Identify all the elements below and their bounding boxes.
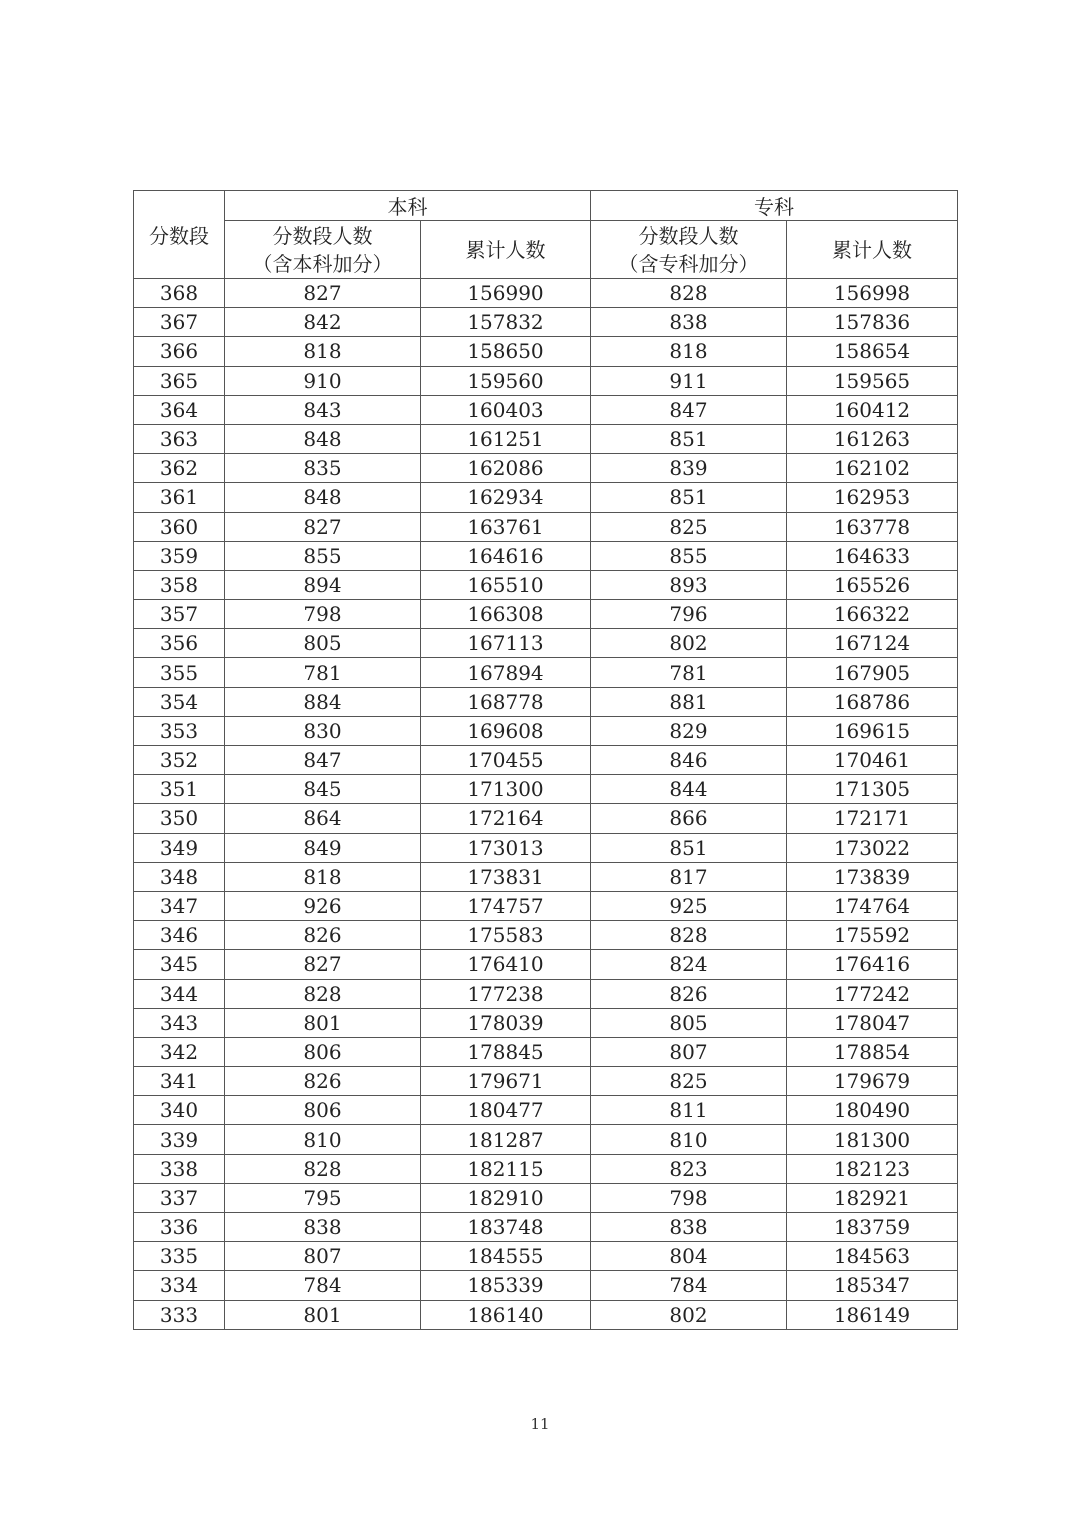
junior-count-cell: 798 [591,1183,787,1212]
junior-count-cell: 851 [591,833,787,862]
table-row [134,833,958,862]
undergrad-cumulative-cell: 158650 [421,337,591,366]
table-row [134,483,958,512]
undergrad-count-cell: 827 [225,512,421,541]
score-cell: 340 [134,1096,225,1125]
junior-cumulative-cell: 167124 [787,629,958,658]
undergrad-cumulative-cell: 171300 [421,775,591,804]
undergrad-count-cell: 798 [225,600,421,629]
undergrad-count-cell: 847 [225,746,421,775]
undergrad-count-cell: 807 [225,1242,421,1271]
junior-count-cell: 847 [591,395,787,424]
junior-count-cell: 805 [591,1008,787,1037]
undergrad-count-cell: 827 [225,950,421,979]
undergrad-cumulative-cell: 168778 [421,687,591,716]
junior-cumulative-cell: 164633 [787,541,958,570]
junior-count-cell: 844 [591,775,787,804]
junior-cumulative-cell: 178854 [787,1037,958,1066]
junior-cumulative-cell: 179679 [787,1067,958,1096]
score-cell: 358 [134,570,225,599]
score-cell: 360 [134,512,225,541]
undergrad-cumulative-cell: 161251 [421,424,591,453]
table-row [134,1271,958,1300]
junior-cumulative-cell: 169615 [787,716,958,745]
score-cell: 337 [134,1183,225,1212]
undergrad-count-cell: 805 [225,629,421,658]
undergrad-count-cell: 784 [225,1271,421,1300]
undergrad-cumulative-cell: 163761 [421,512,591,541]
score-cell: 357 [134,600,225,629]
undergrad-count-cell: 864 [225,804,421,833]
undergrad-cumulative-cell: 173831 [421,862,591,891]
junior-count-cell: 828 [591,921,787,950]
junior-count-cell: 839 [591,454,787,483]
table-row [134,1300,958,1329]
score-cell: 356 [134,629,225,658]
undergrad-count-cell: 801 [225,1300,421,1329]
score-cell: 336 [134,1213,225,1242]
junior-cumulative-cell: 166322 [787,600,958,629]
junior-cumulative-cell: 159565 [787,366,958,395]
score-cell: 343 [134,1008,225,1037]
junior-count-cell: 838 [591,308,787,337]
undergrad-count-cell: 810 [225,1125,421,1154]
score-cell: 333 [134,1300,225,1329]
junior-cumulative-cell: 173839 [787,862,958,891]
junior-count-header-line2: （含专科加分） [618,251,759,276]
table-row [134,921,958,950]
score-cell: 363 [134,424,225,453]
undergrad-cumulative-cell: 162086 [421,454,591,483]
table-row [134,337,958,366]
table-row [134,775,958,804]
undergrad-count-cell: 845 [225,775,421,804]
junior-cumulative-cell: 176416 [787,950,958,979]
score-cell: 345 [134,950,225,979]
undergrad-count-header [225,221,421,279]
table-row [134,541,958,570]
junior-cumulative-cell: 180490 [787,1096,958,1125]
undergrad-count-cell: 801 [225,1008,421,1037]
undergrad-group-header: 本科 [225,191,591,221]
junior-cumulative-cell: 168786 [787,687,958,716]
undergrad-count-cell: 818 [225,862,421,891]
header-row-groups [134,191,958,221]
score-cell: 362 [134,454,225,483]
junior-cumulative-cell: 161263 [787,424,958,453]
junior-count-cell: 851 [591,483,787,512]
junior-count-cell: 825 [591,1067,787,1096]
junior-cumulative-cell: 181300 [787,1125,958,1154]
score-cell: 346 [134,921,225,950]
junior-cumulative-cell: 183759 [787,1213,958,1242]
score-cell: 359 [134,541,225,570]
header-row-columns [134,221,958,279]
junior-count-header [591,221,787,279]
table-row [134,1213,958,1242]
junior-cumulative-cell: 174764 [787,891,958,920]
undergrad-cumulative-cell: 170455 [421,746,591,775]
table-row [134,804,958,833]
junior-cumulative-cell: 173022 [787,833,958,862]
junior-cumulative-cell: 175592 [787,921,958,950]
score-cell: 354 [134,687,225,716]
junior-cumulative-cell: 162953 [787,483,958,512]
table-row [134,1154,958,1183]
score-cell: 348 [134,862,225,891]
undergrad-cumulative-cell: 174757 [421,891,591,920]
junior-cumulative-cell: 182921 [787,1183,958,1212]
score-cell: 344 [134,979,225,1008]
table-row [134,454,958,483]
table-row [134,979,958,1008]
junior-count-cell: 781 [591,658,787,687]
table-row [134,395,958,424]
junior-cumulative-cell: 184563 [787,1242,958,1271]
junior-cumulative-cell: 177242 [787,979,958,1008]
undergrad-count-cell: 806 [225,1037,421,1066]
junior-count-cell: 829 [591,716,787,745]
score-cell: 339 [134,1125,225,1154]
table-row [134,366,958,395]
table-row [134,891,958,920]
undergrad-cumulative-cell: 177238 [421,979,591,1008]
junior-count-cell: 881 [591,687,787,716]
undergrad-count-cell: 826 [225,1067,421,1096]
undergrad-cumulative-cell: 162934 [421,483,591,512]
table-row [134,658,958,687]
junior-count-cell: 925 [591,891,787,920]
score-cell: 341 [134,1067,225,1096]
table-row [134,600,958,629]
undergrad-cumulative-cell: 183748 [421,1213,591,1242]
undergrad-cumulative-cell: 169608 [421,716,591,745]
junior-cumulative-cell: 186149 [787,1300,958,1329]
table-row [134,1125,958,1154]
junior-cumulative-cell: 178047 [787,1008,958,1037]
undergrad-count-cell: 910 [225,366,421,395]
undergrad-cumulative-cell: 165510 [421,570,591,599]
table-row [134,687,958,716]
undergrad-cumulative-cell: 178039 [421,1008,591,1037]
table-row [134,1096,958,1125]
table-row [134,950,958,979]
table-row [134,1037,958,1066]
junior-count-cell: 838 [591,1213,787,1242]
junior-count-cell: 804 [591,1242,787,1271]
undergrad-count-cell: 826 [225,921,421,950]
undergrad-count-header-line1: 分数段人数 [272,223,373,248]
table-row [134,570,958,599]
junior-cumulative-header: 累计人数 [787,221,958,279]
junior-count-cell: 818 [591,337,787,366]
junior-count-cell: 828 [591,279,787,308]
undergrad-count-cell: 855 [225,541,421,570]
undergrad-count-header-line2: （含本科加分） [252,251,393,276]
junior-count-cell: 855 [591,541,787,570]
score-cell: 335 [134,1242,225,1271]
score-cell: 338 [134,1154,225,1183]
score-cell: 361 [134,483,225,512]
undergrad-count-cell: 843 [225,395,421,424]
undergrad-cumulative-header: 累计人数 [421,221,591,279]
undergrad-count-cell: 781 [225,658,421,687]
junior-cumulative-cell: 158654 [787,337,958,366]
junior-group-header: 专科 [591,191,958,221]
score-cell: 364 [134,395,225,424]
undergrad-count-cell: 818 [225,337,421,366]
junior-count-cell: 823 [591,1154,787,1183]
table-row [134,512,958,541]
undergrad-count-cell: 827 [225,279,421,308]
undergrad-count-cell: 848 [225,483,421,512]
undergrad-count-cell: 842 [225,308,421,337]
junior-count-cell: 825 [591,512,787,541]
score-cell: 334 [134,1271,225,1300]
junior-cumulative-cell: 172171 [787,804,958,833]
junior-count-cell: 893 [591,570,787,599]
score-cell: 347 [134,891,225,920]
undergrad-count-cell: 795 [225,1183,421,1212]
undergrad-cumulative-cell: 166308 [421,600,591,629]
junior-cumulative-cell: 160412 [787,395,958,424]
junior-count-cell: 802 [591,1300,787,1329]
junior-count-cell: 851 [591,424,787,453]
junior-count-cell: 866 [591,804,787,833]
junior-count-cell: 826 [591,979,787,1008]
undergrad-count-cell: 830 [225,716,421,745]
undergrad-cumulative-cell: 182910 [421,1183,591,1212]
table-row [134,1242,958,1271]
score-cell: 365 [134,366,225,395]
undergrad-cumulative-cell: 172164 [421,804,591,833]
undergrad-count-cell: 828 [225,979,421,1008]
score-cell: 351 [134,775,225,804]
table-row [134,1067,958,1096]
junior-cumulative-cell: 167905 [787,658,958,687]
score-cell: 342 [134,1037,225,1066]
undergrad-cumulative-cell: 167113 [421,629,591,658]
undergrad-count-cell: 835 [225,454,421,483]
table-row [134,716,958,745]
undergrad-cumulative-cell: 182115 [421,1154,591,1183]
junior-cumulative-cell: 162102 [787,454,958,483]
junior-count-cell: 810 [591,1125,787,1154]
table-row [134,308,958,337]
table-row [134,1183,958,1212]
junior-count-cell: 784 [591,1271,787,1300]
table-row [134,746,958,775]
score-cell: 349 [134,833,225,862]
undergrad-cumulative-cell: 178845 [421,1037,591,1066]
junior-cumulative-cell: 165526 [787,570,958,599]
undergrad-count-cell: 848 [225,424,421,453]
table-row [134,424,958,453]
score-distribution-table [133,190,958,1330]
junior-count-cell: 802 [591,629,787,658]
score-cell: 350 [134,804,225,833]
undergrad-cumulative-cell: 156990 [421,279,591,308]
junior-cumulative-cell: 171305 [787,775,958,804]
junior-count-cell: 846 [591,746,787,775]
score-cell: 368 [134,279,225,308]
junior-cumulative-cell: 163778 [787,512,958,541]
junior-count-cell: 817 [591,862,787,891]
table-row [134,279,958,308]
junior-cumulative-cell: 170461 [787,746,958,775]
score-cell: 355 [134,658,225,687]
junior-count-cell: 811 [591,1096,787,1125]
undergrad-cumulative-cell: 164616 [421,541,591,570]
score-cell: 366 [134,337,225,366]
score-cell: 353 [134,716,225,745]
page-number: 11 [530,1415,550,1433]
undergrad-cumulative-cell: 179671 [421,1067,591,1096]
undergrad-cumulative-cell: 167894 [421,658,591,687]
undergrad-cumulative-cell: 180477 [421,1096,591,1125]
undergrad-cumulative-cell: 176410 [421,950,591,979]
table-header [134,191,958,279]
undergrad-cumulative-cell: 159560 [421,366,591,395]
undergrad-cumulative-cell: 173013 [421,833,591,862]
undergrad-count-cell: 894 [225,570,421,599]
undergrad-count-cell: 806 [225,1096,421,1125]
table-row [134,629,958,658]
score-cell: 367 [134,308,225,337]
table-body [134,279,958,1330]
table-row [134,862,958,891]
undergrad-cumulative-cell: 184555 [421,1242,591,1271]
junior-count-cell: 796 [591,600,787,629]
junior-count-header-line1: 分数段人数 [638,223,739,248]
undergrad-cumulative-cell: 160403 [421,395,591,424]
undergrad-cumulative-cell: 181287 [421,1125,591,1154]
junior-count-cell: 911 [591,366,787,395]
score-band-header: 分数段 [134,191,225,279]
score-cell: 352 [134,746,225,775]
undergrad-cumulative-cell: 157832 [421,308,591,337]
junior-cumulative-cell: 182123 [787,1154,958,1183]
undergrad-count-cell: 926 [225,891,421,920]
undergrad-cumulative-cell: 175583 [421,921,591,950]
undergrad-cumulative-cell: 186140 [421,1300,591,1329]
junior-count-cell: 807 [591,1037,787,1066]
junior-cumulative-cell: 157836 [787,308,958,337]
junior-cumulative-cell: 185347 [787,1271,958,1300]
undergrad-count-cell: 828 [225,1154,421,1183]
undergrad-count-cell: 838 [225,1213,421,1242]
junior-cumulative-cell: 156998 [787,279,958,308]
table-row [134,1008,958,1037]
undergrad-count-cell: 884 [225,687,421,716]
undergrad-count-cell: 849 [225,833,421,862]
undergrad-cumulative-cell: 185339 [421,1271,591,1300]
junior-count-cell: 824 [591,950,787,979]
